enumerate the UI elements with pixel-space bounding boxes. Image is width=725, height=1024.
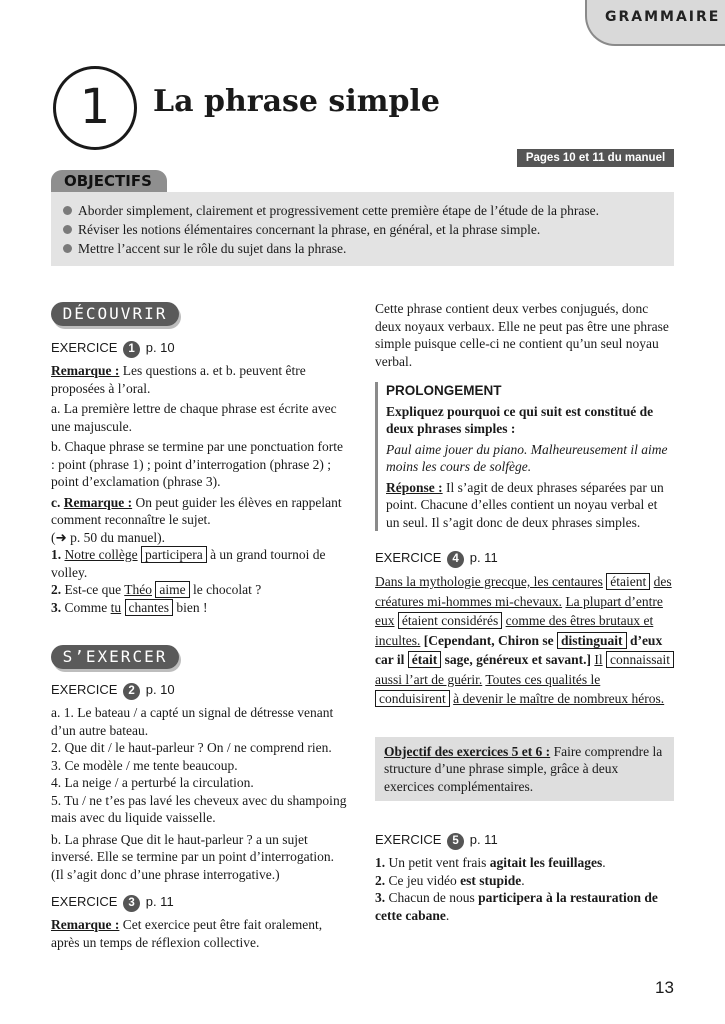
section-tab — [585, 0, 725, 46]
ex2-answer: 5. Tu / ne t’es pas lavé les cheveux avec du shampoing mais avec du liquide vaisselle. — [51, 792, 347, 825]
chapter-number: 1 — [53, 66, 137, 150]
page-number: 13 — [655, 978, 674, 997]
ex1-sentence-1: 1. Notre collège participera à un grand tournoi de volley. — [51, 547, 326, 580]
ex1-manual-ref: (➜ p. 50 du manuel). — [51, 529, 166, 545]
objectif-exercices-5-6-box: Objectif des exercices 5 et 6 : Faire comprendre la structure d’une phrase simple, grâce à deux exercices complémentaires. — [375, 737, 674, 802]
section-tab-label: GRAMMAIRE — [605, 9, 721, 25]
objectifs-box — [51, 192, 674, 266]
ex2-answer: a. 1. Le bateau / a capté un signal de détresse venant d’un autre bateau. — [51, 705, 334, 738]
ex2-answer: 3. Ce modèle / me tente beaucoup. — [51, 757, 238, 773]
ex2-answer-b: b. La phrase Que dit le haut-parleur ? a un sujet inversé. Elle se termine par un point d’interrogation. (Il s’agit donc d’une phrase interrogative.) — [51, 831, 335, 882]
ex1-answer-c: c. Remarque : On peut guider les élèves en rappelant comment reconnaître le sujet. — [51, 494, 342, 527]
exercise-number-badge: 1 — [123, 341, 140, 358]
objectifs-label: OBJECTIFS — [51, 170, 167, 192]
ex1-sentence-2: 2. Est-ce que Théo aime le chocolat ? — [51, 582, 262, 597]
ex3-remark: Remarque : Cet exercice peut être fait oralement, après un temps de réflexion collective. — [51, 917, 323, 950]
exercise-2-heading: EXERCICE 2 p. 10 — [51, 681, 350, 700]
decouvrir-section-badge: DÉCOUVRIR — [51, 302, 179, 326]
prolongement-box — [375, 382, 674, 531]
prolongement-question: Expliquez pourquoi ce qui suit est constitué de deux phrases simples : — [386, 403, 654, 436]
prolongement-title: PROLONGEMENT — [386, 383, 502, 398]
ex1-sentence-3: 3. Comme tu chantes bien ! — [51, 599, 208, 615]
chapter-title: La phrase simple — [153, 84, 440, 119]
exercise-5-heading: EXERCICE 5 p. 11 — [375, 831, 674, 850]
left-column-sexercer — [51, 675, 350, 954]
prolongement-example: Paul aime jouer du piano. Malheureusement il aime moins les cours de solfège. — [386, 441, 668, 474]
objectif-item: Réviser les notions élémentaires concernant la phrase, en général, et la phrase simple. — [63, 220, 674, 239]
ex3-continuation: Cette phrase contient deux verbes conjugués, donc deux noyaux verbaux. Elle ne peut pas être une phrase simple puisque celle-ci ne contient qu’un seul noyau verbal. — [375, 301, 669, 369]
ex1-remark: Remarque : Les questions a. et b. peuvent être proposées à l’oral. — [51, 363, 306, 396]
pages-reference-badge: Pages 10 et 11 du manuel — [517, 149, 674, 167]
ex5-sentence-2: 2. Ce jeu vidéo est stupide. — [375, 872, 525, 888]
ex2-answer: 4. La neige / a perturbé la circulation. — [51, 775, 254, 790]
ex1-answer-a: a. La première lettre de chaque phrase est écrite avec une majuscule. — [51, 401, 337, 434]
exercise-number-badge: 2 — [123, 683, 140, 700]
exercise-number-badge: 4 — [447, 551, 464, 568]
ex5-sentence-3: 3. Chacun de nous participera à la restauration de cette cabane. — [375, 890, 658, 923]
ex4-text: Dans la mythologie grecque, les centaures étaient des créatures mi-hommes mi-chevaux. La plupart d’entre eux étaient considérés comme des êtres brutaux et incultes. [Cependant, Chiron se distinguait d’eux car il était sage, généreux et savant.] Il connaissait aussi l’art de guérir. Toutes ces qualités le conduisirent à devenir le maître de nombreux héros. — [375, 572, 674, 709]
objectif-item: Mettre l’accent sur le rôle du sujet dans la phrase. — [63, 239, 674, 258]
right-column — [375, 300, 674, 927]
ex2-answer: 2. Que dit / le haut-parleur ? On / ne comprend rien. — [51, 740, 332, 755]
objectif-item: Aborder simplement, clairement et progressivement cette première étape de l’étude de la phrase. — [63, 201, 674, 220]
sexercer-section-badge: S’EXERCER — [51, 645, 179, 669]
exercise-4-heading: EXERCICE 4 p. 11 — [375, 549, 674, 568]
exercise-number-badge: 5 — [447, 833, 464, 850]
exercise-3-heading: EXERCICE 3 p. 11 — [51, 893, 350, 912]
ex5-sentence-1: 1. Un petit vent frais agitait les feuillages. — [375, 855, 606, 870]
ex1-answer-b: b. Chaque phrase se termine par une ponctuation forte : point (phrase 1) ; point d’interrogation (phrase 2) ; point d’exclamation (phrase 3). — [51, 439, 344, 489]
exercise-number-badge: 3 — [123, 895, 140, 912]
prolongement-answer: Réponse : Il s’agit de deux phrases séparées par un point. Chacune d’elles contient un noyau verbal et un seul. Il s’agit donc de deux phrases simples. — [386, 479, 664, 530]
left-column-decouvrir — [51, 333, 350, 619]
exercise-1-heading: EXERCICE 1 p. 10 — [51, 339, 350, 358]
